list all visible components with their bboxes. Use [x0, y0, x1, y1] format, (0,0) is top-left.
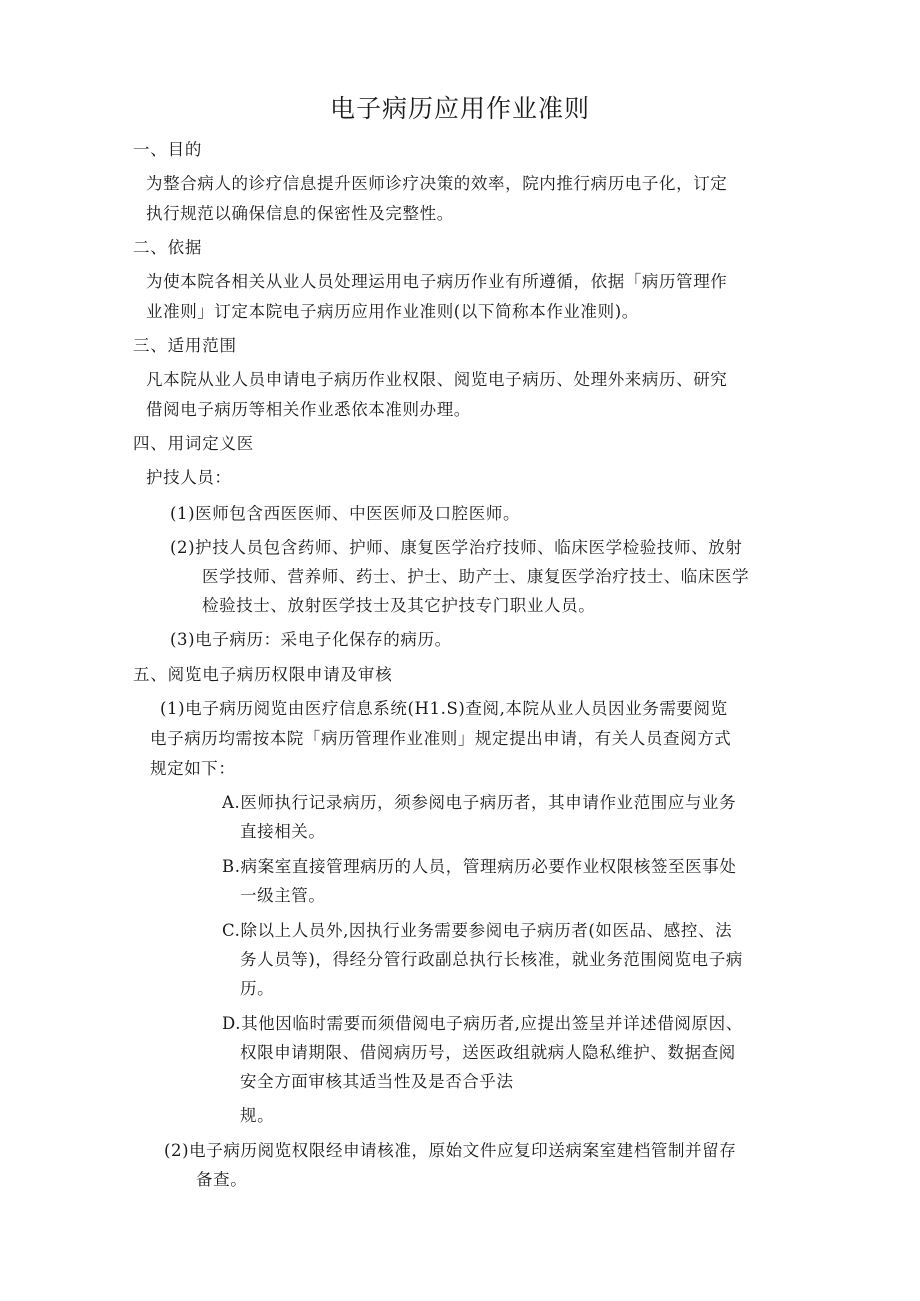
clause-d-line-2: 权限申请期限、借阅病历号，送医政组就病人隐私维护、数据查阅	[240, 1043, 736, 1062]
section-1-paragraph-line-1: 为整合病人的诊疗信息提升医师诊疗决策的效率，院内推行病历电子化，订定	[146, 174, 728, 193]
section-3-paragraph-line-1: 凡本院从业人员申请电子病历作业权限、阅览电子病历、处理外来病历、研究	[146, 370, 728, 389]
clause-c-line-2: 务人员等)，得经分管行政副总执行长核准，就业务范围阅览电子病	[240, 950, 743, 969]
clause-a-line-2: 直接相关。	[240, 822, 326, 841]
clause-c-line-3: 历。	[240, 979, 275, 998]
section-4-subheading: 护技人员：	[146, 468, 232, 487]
definition-item-1: (1)医师包含西医医师、中医医师及口腔医师。	[170, 504, 521, 523]
section-2-heading: 二、依据	[133, 238, 203, 257]
definition-item-2-line-1: (2)护技人员包含药师、护师、康复医学治疗技师、临床医学检验技师、放射	[170, 538, 743, 557]
section-5-item-1-line-3: 规定如下：	[150, 759, 236, 778]
section-5-item-1-line-1: (1)电子病历阅览由医疗信息系统(H1.S)查阅,本院从业人员因业务需要阅览	[160, 699, 728, 718]
section-3-heading: 三、适用范围	[133, 336, 237, 355]
clause-d-line-1: D.其他因临时需要而须借阅电子病历者,应提出签呈并详述借阅原因、	[222, 1014, 743, 1033]
clause-d-line-3: 安全方面审核其适当性及是否合乎法	[240, 1072, 514, 1091]
definition-item-3: (3)电子病历：采电子化保存的病历。	[170, 630, 452, 649]
definition-item-2-line-3: 检验技士、放射医学技士及其它护技专门职业人员。	[202, 596, 596, 615]
section-1-paragraph-line-2: 执行规范以确保信息的保密性及完整性。	[146, 204, 454, 223]
section-5-item-2-line-2: 备查。	[196, 1170, 248, 1189]
section-5-item-2-line-1: (2)电子病历阅览权限经申请核准，原始文件应复印送病案室建档管制并留存	[164, 1141, 737, 1160]
document-title: 电子病历应用作业准则	[329, 94, 590, 123]
section-5-heading: 五、阅览电子病历权限申请及审核	[133, 665, 393, 684]
section-2-paragraph-line-1: 为使本院各相关从业人员处理运用电子病历作业有所遵循，依据「病历管理作	[146, 272, 728, 291]
section-2-paragraph-line-2: 业准则」订定本院电子病历应用作业准则(以下简称本作业准则)。	[146, 302, 639, 321]
clause-b-line-1: B.病案室直接管理病历的人员，管理病历必要作业权限核签至医事处	[222, 857, 737, 876]
section-5-item-1-line-2: 电子病历均需按本院「病历管理作业准则」规定提出申请，有关人员查阅方式	[150, 729, 732, 748]
section-3-paragraph-line-2: 借阅电子病历等相关作业悉依本准则办理。	[146, 400, 471, 419]
clause-b-line-2: 一级主管。	[240, 886, 326, 905]
clause-d-line-4: 规。	[240, 1106, 275, 1125]
definition-item-2-line-2: 医学技师、营养师、药士、护士、助产士、康复医学治疗技士、临床医学	[202, 567, 750, 586]
section-4-heading: 四、用词定义医	[133, 434, 255, 453]
section-1-heading: 一、目的	[133, 140, 203, 159]
clause-c-line-1: C.除以上人员外,因执行业务需要参阅电子病历者(如医品、感控、法	[222, 921, 733, 940]
clause-a-line-1: A.医师执行记录病历，须参阅电子病历者，其申请作业范围应与业务	[222, 793, 737, 812]
